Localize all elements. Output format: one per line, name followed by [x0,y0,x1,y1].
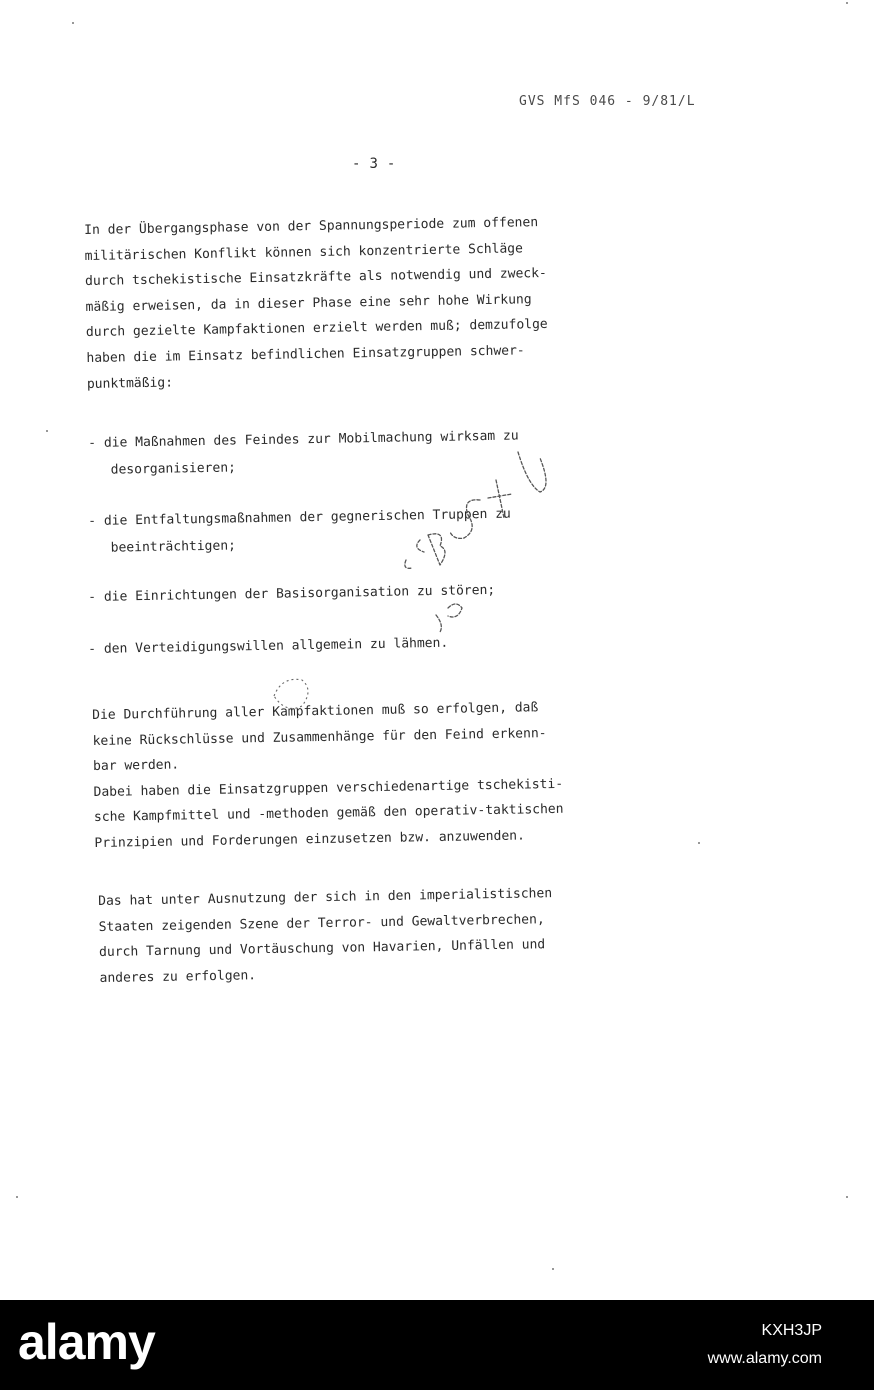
scan-speck [846,2,848,4]
paragraph-line: punktmäßig: [86,375,174,392]
paragraph-line: keine Rückschlüsse und Zusammenhänge für den Feind erkenn- [92,725,547,749]
bullet-line: - die Entfaltungsmaßnahmen der gegnerischen Truppen zu [88,506,511,529]
paragraph-line: haben die im Einsatz befindlichen Einsatzgruppen schwer- [86,343,525,366]
paragraph-line: mäßig erweisen, da in dieser Phase eine sehr hohe Wirkung [85,291,532,315]
paragraph-line: Das hat unter Ausnutzung der sich in den imperialistischen [98,886,553,909]
paragraph-1 [84,210,549,397]
paragraph-line: Prinzipien und Forderungen einzusetzen bzw. anzuwenden. [94,828,525,851]
bullet-line: beeinträchtigen; [110,538,237,556]
handwritten-bstu-annotation [400,440,570,720]
bullet-line: - den Verteidigungswillen allgemein zu lähmen. [88,635,449,657]
paragraph-line: Dabei haben die Einsatzgruppen verschiedenartige tschekisti- [93,776,564,800]
paragraph-line: bar werden. [92,757,180,775]
document-reference: GVS MfS 046 - 9/81/L [519,94,696,109]
scan-speck [16,1196,18,1198]
paragraph-line: In der Übergangsphase von der Spannungsperiode zum offenen [84,215,539,238]
stock-footer-bar [0,1300,874,1390]
paragraph-line: durch tschekistische Einsatzkräfte als notwendig und zweck- [84,266,547,290]
page-number: - 3 - [352,156,396,172]
brand-logo: alamy [18,1314,155,1370]
paragraph-line: Die Durchführung aller Kampfaktionen muß so erfolgen, daß [92,700,539,723]
paragraph-line: sche Kampfmittel und -methoden gemäß den operativ-taktischen [93,802,564,826]
paragraph-line: durch Tarnung und Vortäuschung von Havarien, Unfällen und [98,937,546,961]
bullet-item [88,630,448,663]
paragraph-line: durch gezielte Kampfaktionen erzielt werden muß; demzufolge [85,317,548,341]
bullet-line: desorganisieren; [110,460,237,478]
paragraph-line: Staaten zeigenden Szene der Terror- und Gewaltverbrechen, [98,911,545,935]
scan-speck [72,22,74,24]
scan-speck [698,842,700,844]
scan-speck [846,1196,848,1198]
paragraph-3 [98,881,554,991]
handwritten-loop-mark [262,666,322,726]
paragraph-line: anderes zu erfolgen. [99,968,257,986]
bullet-line: - die Maßnahmen des Feindes zur Mobilmachung wirksam zu [88,428,519,451]
scan-speck [46,430,48,432]
scan-speck [552,1268,554,1270]
paragraph-line: militärischen Konflikt können sich konzentrierte Schläge [84,240,524,264]
site-url: www.alamy.com [707,1350,822,1367]
image-id: KXH3JP [761,1322,822,1339]
bullet-line: - die Einrichtungen der Basisorganisation zu stören; [88,582,496,605]
